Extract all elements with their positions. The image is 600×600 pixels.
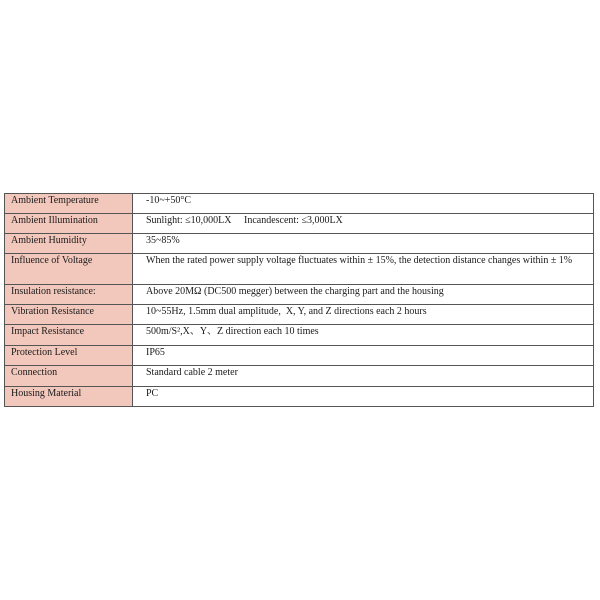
table-row (5, 387, 594, 407)
table-row (5, 305, 594, 325)
row-label-insulation-resistance: Insulation resistance: (5, 285, 133, 305)
table-row (5, 194, 594, 214)
table-row (5, 214, 594, 234)
row-label-ambient-illumination: Ambient Illumination (5, 214, 133, 234)
row-label-influence-of-voltage: Influence of Voltage (5, 254, 133, 285)
row-value-ambient-humidity: 35~85% (133, 234, 594, 254)
row-label-protection-level: Protection Level (5, 346, 133, 366)
row-value-insulation-resistance: Above 20MΩ (DC500 megger) between the charging part and the housing (133, 285, 594, 305)
row-value-ambient-temperature: -10~+50°C (133, 194, 594, 214)
table-row (5, 285, 594, 305)
table-row (5, 346, 594, 366)
table-row (5, 234, 594, 254)
row-label-ambient-temperature: Ambient Temperature (5, 194, 133, 214)
row-label-housing-material: Housing Material (5, 387, 133, 407)
row-value-impact-resistance: 500m/S²,X、Y、Z direction each 10 times (133, 325, 594, 346)
table-row (5, 366, 594, 387)
row-value-influence-of-voltage: When the rated power supply voltage fluctuates within ± 15%, the detection distance changes within ± 1% (133, 254, 594, 285)
row-value-protection-level: IP65 (133, 346, 594, 366)
specification-table (4, 193, 594, 407)
row-value-ambient-illumination: Sunlight: ≤10,000LX Incandescent: ≤3,000LX (133, 214, 594, 234)
row-label-vibration-resistance: Vibration Resistance (5, 305, 133, 325)
row-label-connection: Connection (5, 366, 133, 387)
row-label-impact-resistance: Impact Resistance (5, 325, 133, 346)
row-value-housing-material: PC (133, 387, 594, 407)
row-value-connection: Standard cable 2 meter (133, 366, 594, 387)
row-label-ambient-humidity: Ambient Humidity (5, 234, 133, 254)
table-row (5, 254, 594, 285)
row-value-vibration-resistance: 10~55Hz, 1.5mm dual amplitude, X, Y, and Z directions each 2 hours (133, 305, 594, 325)
table-row (5, 325, 594, 346)
